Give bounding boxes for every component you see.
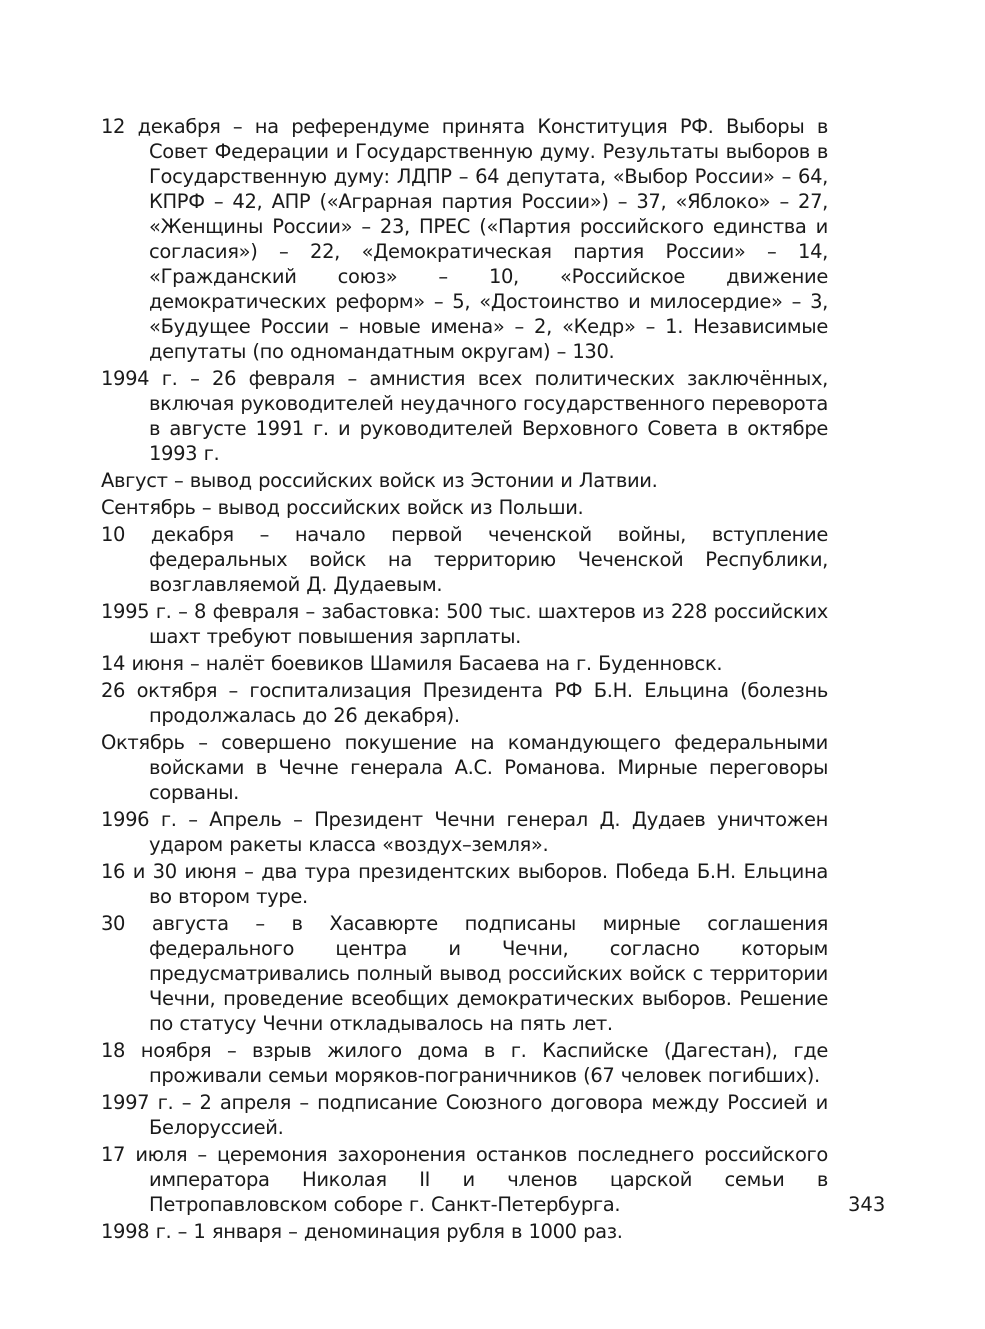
chronology-entry-1997-07-17: 17 июля – церемония захоронения останков последнего российского императора Николая II и членов царской семьи в Петропавловском соборе г. Санкт-Петербурга. — [101, 1143, 828, 1216]
chronology-entry-1998-01-01: 1998 г. – 1 января – деноминация рубля в 1000 раз. — [101, 1220, 623, 1243]
chronology-entry-1994-12-10: 10 декабря – начало первой чеченской войны, вступление федеральных войск на территорию Чеченской Республики, возглавляемой Д. Дудаевым. — [101, 523, 828, 596]
chronology-entry-1995-october: Октябрь – совершено покушение на командующего федеральными войсками в Чечне генерала А.С. Романова. Мирные переговоры сорваны. — [101, 731, 828, 804]
chronology-entry-1997-04-02: 1997 г. – 2 апреля – подписание Союзного договора между Россией и Белоруссией. — [101, 1091, 828, 1139]
chronology-entry-1993-12-12: 12 декабря – на референдуме принята Конституция РФ. Выборы в Совет Федерации и Государственную думу. Результаты выборов в Государственную думу: ЛДПР – 64 депутата, «Выбор России» – 64, КПРФ – 42, АПР («Аграрная партия России») – 37, «Яблоко» – 27, «Женщины России» – 23, ПРЕС («Партия российского единства и согласия») – 22, «Демократическая партия России» – 14, «Гражданский союз» – 10, «Российское движение демократических реформ» – 5, «Достоинство и милосердие» – 3, «Будущее России – новые имена» – 2, «Кедр» – 1. Независимые депутаты (по одномандатным округам) – 130. — [101, 115, 828, 363]
chronology-entry-1996-08-30: 30 августа – в Хасавюрте подписаны мирные соглашения федерального центра и Чечни, согласно которым предусматривались полный вывод российских войск с территории Чечни, проведение всеобщих демократических выборов. Решение по статусу Чечни откладывалось на пять лет. — [101, 912, 828, 1035]
chronology-entry-1996-11-18: 18 ноября – взрыв жилого дома в г. Каспийске (Дагестан), где проживали семьи моряков-пограничников (67 человек погибших). — [101, 1039, 828, 1087]
chronology-text — [101, 114, 828, 1246]
chronology-entry-1994-02-26: 1994 г. – 26 февраля – амнистия всех политических заключённых, включая руководителей неудачного государственного переворота в августе 1991 г. и руководителей Верховного Совета в октябре 1993 г. — [101, 367, 828, 465]
chronology-entry-1994-august: Август – вывод российских войск из Эстонии и Латвии. — [101, 469, 658, 492]
chronology-entry-1996-06: 16 и 30 июня – два тура президентских выборов. Победа Б.Н. Ельцина во втором туре. — [101, 860, 828, 908]
chronology-entry-1995-10-26: 26 октября – госпитализация Президента РФ Б.Н. Ельцина (болезнь продолжалась до 26 декабря). — [101, 679, 828, 727]
chronology-entry-1996-april: 1996 г. – Апрель – Президент Чечни генерал Д. Дудаев уничтожен ударом ракеты класса «воздух–земля». — [101, 808, 828, 856]
chronology-entry-1995-06-14: 14 июня – налёт боевиков Шамиля Басаева на г. Буденновск. — [101, 652, 723, 675]
chronology-entry-1994-september: Сентябрь – вывод российских войск из Польши. — [101, 496, 584, 519]
page-number: 343 — [848, 1193, 886, 1216]
chronology-entry-1995-02-08: 1995 г. – 8 февраля – забастовка: 500 тыс. шахтеров из 228 российских шахт требуют повышения зарплаты. — [101, 600, 828, 648]
